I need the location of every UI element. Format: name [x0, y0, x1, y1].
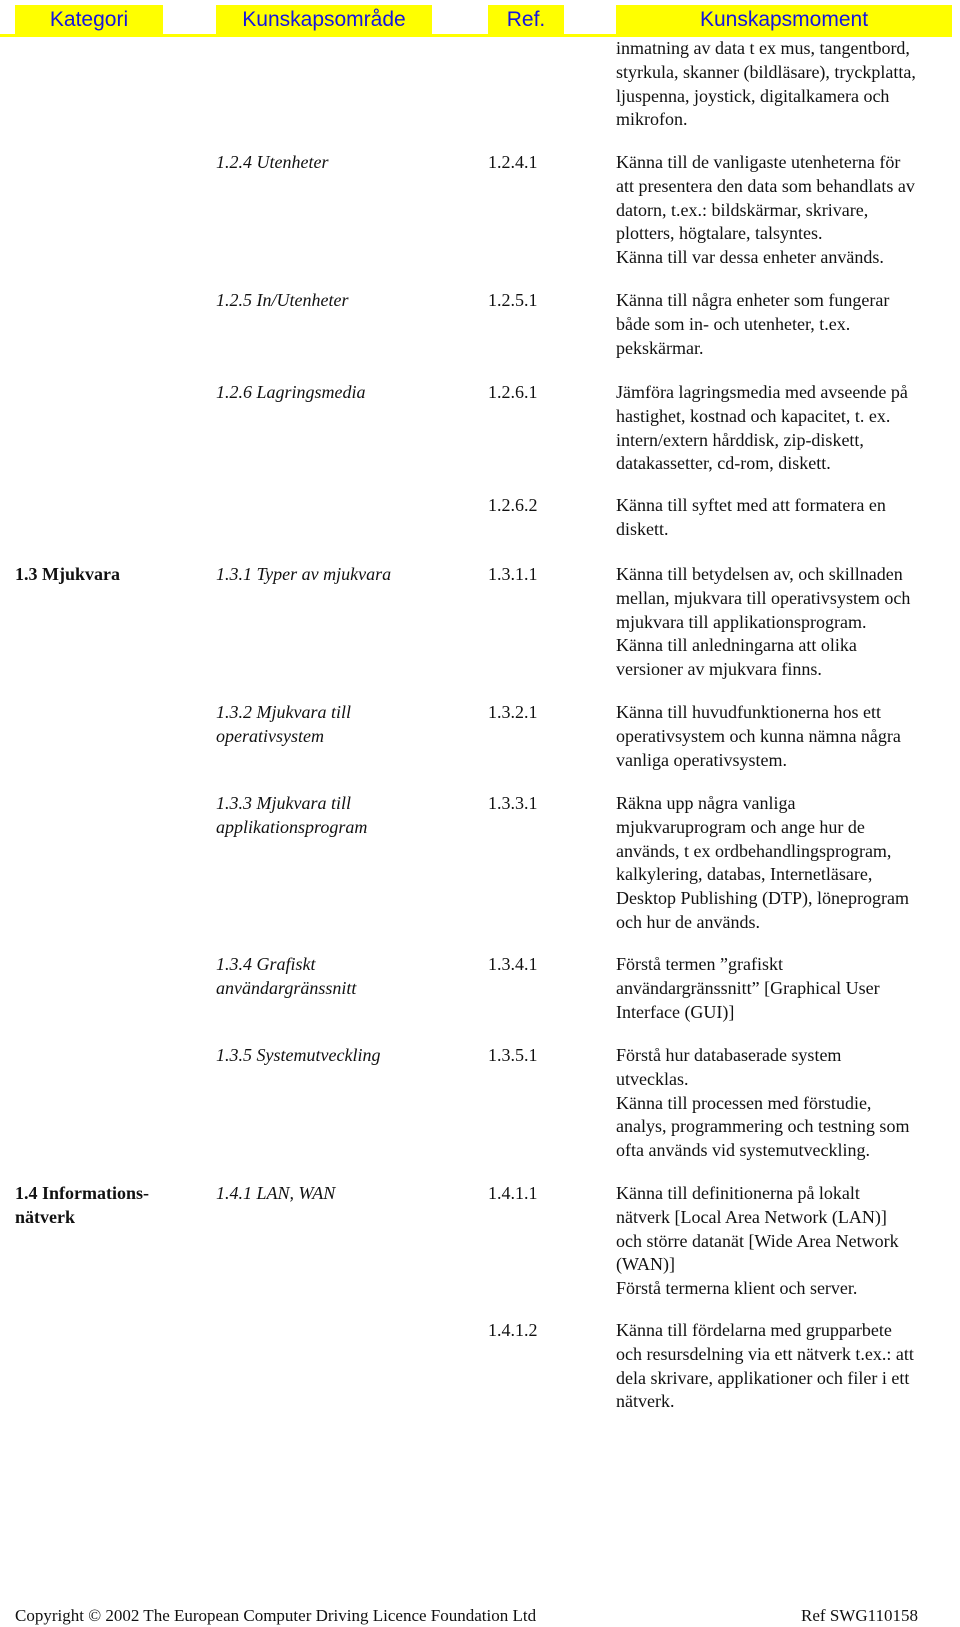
ref-cell: 1.4.1.2: [488, 1320, 538, 1340]
kunskapsomrade-cell: 1.4.1 LAN, WAN: [216, 1183, 336, 1203]
header-kunskapsmoment: Kunskapsmoment: [616, 5, 952, 37]
kunskapsomrade-cell: 1.2.5 In/Utenheter: [216, 290, 349, 310]
kunskapsmoment-cell: Känna till huvudfunktionerna hos ett operativsystem och kunna nämna några vanliga operativsystem.: [616, 702, 901, 770]
kunskapsmoment-cell: Känna till fördelarna med grupparbete och resursdelning via ett nätverk t.ex.: att dela skrivare, applikationer och filer i ett nätverk.: [616, 1320, 914, 1412]
kunskapsomrade-cell: 1.3.4 Grafiskt användargränssnitt: [216, 954, 357, 998]
ref-cell: 1.2.5.1: [488, 290, 538, 310]
ref-cell: 1.3.1.1: [488, 564, 538, 584]
kunskapsomrade-cell: 1.2.4 Utenheter: [216, 152, 329, 172]
ref-cell: 1.2.6.2: [488, 495, 538, 515]
kunskapsomrade-cell: 1.3.2 Mjukvara till operativsystem: [216, 702, 351, 746]
ref-cell: 1.3.3.1: [488, 793, 538, 813]
header-ref: Ref.: [488, 5, 564, 37]
ref-cell: 1.4.1.1: [488, 1183, 538, 1203]
header-kunskapsomrade: Kunskapsområde: [216, 5, 432, 37]
kunskapsmoment-cell: Känna till definitionerna på lokalt nätverk [Local Area Network (LAN)] och större datanät [Wide Area Network (WAN)] Förstå termerna klient och server.: [616, 1183, 899, 1299]
kunskapsmoment-cell: inmatning av data t ex mus, tangentbord, styrkula, skanner (bildläsare), tryckplatta, ljuspenna, joystick, digitalkamera och mikrofon.: [616, 38, 916, 130]
kunskapsomrade-cell: 1.3.1 Typer av mjukvara: [216, 564, 392, 584]
kunskapsmoment-cell: Känna till betydelsen av, och skillnaden mellan, mjukvara till operativsystem och mjukvara till applikationsprogram. Känna till anledningarna att olika versioner av mjukvara finns.: [616, 564, 911, 680]
ref-cell: 1.2.6.1: [488, 382, 538, 402]
kunskapsmoment-cell: Förstå hur databaserade system utvecklas. Känna till processen med förstudie, analys, programmering och testning som ofta används vid systemutveckling.: [616, 1045, 910, 1161]
kunskapsomrade-cell: 1.2.6 Lagringsmedia: [216, 382, 366, 402]
kunskapsomrade-cell: 1.3.5 Systemutveckling: [216, 1045, 381, 1065]
kunskapsmoment-cell: Förstå termen ”grafiskt användargränssnitt” [Graphical User Interface (GUI)]: [616, 954, 880, 1022]
kunskapsmoment-cell: Jämföra lagringsmedia med avseende på hastighet, kostnad och kapacitet, t. ex. intern/extern hårddisk, zip-diskett, datakassetter, cd-rom, diskett.: [616, 382, 908, 474]
ref-cell: 1.2.4.1: [488, 152, 538, 172]
ref-cell: 1.3.5.1: [488, 1045, 538, 1065]
kategori-cell: 1.4 Informations- nätverk: [15, 1183, 149, 1227]
kunskapsmoment-cell: Räkna upp några vanliga mjukvaruprogram och ange hur de används, t ex ordbehandlingsprogram, kalkylering, databas, Internetläsare, Desktop Publishing (DTP), löneprogram och hur de används.: [616, 793, 909, 932]
ref-cell: 1.3.4.1: [488, 954, 538, 974]
footer-copyright: Copyright © 2002 The European Computer Driving Licence Foundation Ltd: [15, 1606, 537, 1625]
kunskapsomrade-cell: 1.3.3 Mjukvara till applikationsprogram: [216, 793, 368, 837]
kunskapsmoment-cell: Känna till några enheter som fungerar både som in- och utenheter, t.ex. pekskärmar.: [616, 290, 890, 358]
ref-cell: 1.3.2.1: [488, 702, 538, 722]
kunskapsmoment-cell: Känna till syftet med att formatera en diskett.: [616, 495, 886, 539]
footer-ref: Ref SWG110158: [801, 1606, 918, 1625]
kunskapsmoment-cell: Känna till de vanligaste utenheterna för att presentera den data som behandlats av datorn, t.ex.: bildskärmar, skrivare, plotters, högtalare, talsyntes. Känna till var dessa enheter används.: [616, 152, 915, 268]
header-kategori: Kategori: [15, 5, 163, 37]
kategori-cell: 1.3 Mjukvara: [15, 564, 120, 584]
